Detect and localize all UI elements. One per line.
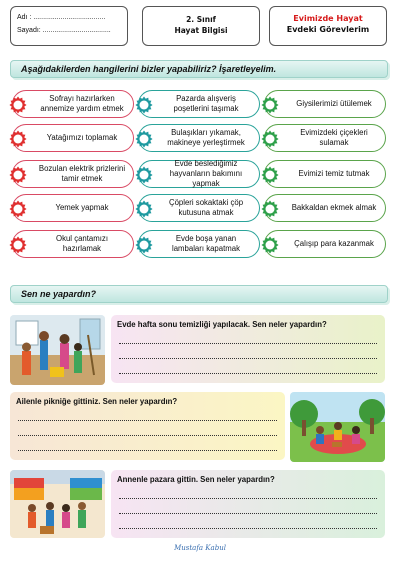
grade-label: 2. Sınıf: [186, 15, 216, 24]
section2-banner: [10, 285, 388, 303]
checkbox-burst-icon[interactable]: [9, 166, 27, 184]
task-label: Bakkaldan ekmek almak: [291, 203, 377, 212]
task-label: Evde boşa yanan lambaları kapatmak: [171, 234, 241, 253]
answer-line[interactable]: [18, 450, 277, 451]
checkbox-burst-icon[interactable]: [135, 130, 153, 148]
checkbox-burst-icon[interactable]: [9, 200, 27, 218]
task-option[interactable]: [138, 90, 260, 118]
course-box: [142, 6, 260, 46]
task-option[interactable]: [138, 124, 260, 152]
task-option[interactable]: [138, 230, 260, 258]
answer-line[interactable]: [119, 343, 377, 344]
task-label: Evde beslediğimiz hayvanların bakımını yapmak: [169, 159, 243, 188]
answer-line[interactable]: [119, 528, 377, 529]
question-market: Annenle pazara gittin. Sen neler yapardın?: [117, 475, 275, 484]
checkbox-burst-icon[interactable]: [135, 200, 153, 218]
answer-line[interactable]: [18, 420, 277, 421]
task-option[interactable]: [138, 194, 260, 222]
topic-box: [269, 6, 387, 46]
question-card-market: [111, 470, 385, 538]
unit-title: Evimizde Hayat: [293, 14, 363, 23]
task-label: Pazarda alışveriş poşetlerini taşımak: [173, 94, 239, 113]
question-cleaning: Evde hafta sonu temizliği yapılacak. Sen neler yapardın?: [117, 320, 327, 329]
cleaning-family-image: [10, 315, 105, 385]
name-field[interactable]: Adı : .....................................: [17, 14, 106, 21]
question-picnic: Ailenle pikniğe gittiniz. Sen neler yapardın?: [16, 397, 178, 406]
number-field[interactable]: Sayadı: ...................................: [17, 27, 111, 34]
task-option[interactable]: [12, 90, 134, 118]
task-option[interactable]: [12, 160, 134, 188]
task-label: Yemek yapmak: [55, 203, 109, 212]
task-label: Bozulan elektrik prizlerini tamir etmek: [38, 164, 126, 183]
answer-line[interactable]: [119, 498, 377, 499]
task-option[interactable]: [138, 160, 260, 188]
checkbox-burst-icon[interactable]: [135, 96, 153, 114]
answer-line[interactable]: [18, 435, 277, 436]
checkbox-burst-icon[interactable]: [9, 130, 27, 148]
answer-line[interactable]: [119, 513, 377, 514]
checkbox-burst-icon[interactable]: [261, 200, 279, 218]
task-label: Yatağımızı toplamak: [46, 133, 118, 142]
task-label: Bulaşıkları yıkamak, makineye yerleştirmek: [167, 128, 245, 147]
answer-line[interactable]: [119, 373, 377, 374]
author-signature: Mustafa Kabul: [174, 544, 226, 552]
task-label: Sofrayı hazırlarken annemize yardım etmek: [40, 94, 124, 113]
section2-title: Sen ne yapardın?: [21, 289, 97, 299]
checkbox-burst-icon[interactable]: [135, 236, 153, 254]
task-option[interactable]: [264, 194, 386, 222]
task-option[interactable]: [264, 90, 386, 118]
task-option[interactable]: [12, 194, 134, 222]
answer-line[interactable]: [119, 358, 377, 359]
question-card-cleaning: [111, 315, 385, 383]
task-label: Okul çantamızı hazırlamak: [56, 234, 108, 253]
task-option[interactable]: [264, 230, 386, 258]
picnic-family-image: [290, 392, 385, 462]
checkbox-burst-icon[interactable]: [135, 166, 153, 184]
task-option[interactable]: [264, 124, 386, 152]
checkbox-burst-icon[interactable]: [261, 166, 279, 184]
checkbox-burst-icon[interactable]: [9, 236, 27, 254]
task-option[interactable]: [12, 124, 134, 152]
checkbox-burst-icon[interactable]: [261, 236, 279, 254]
task-label: Çöpleri sokaktaki çöp kutusuna atmak: [168, 198, 244, 217]
task-label: Çalışıp para kazanmak: [294, 239, 374, 248]
task-option[interactable]: [264, 160, 386, 188]
question-card-picnic: [10, 392, 285, 460]
checkbox-burst-icon[interactable]: [261, 130, 279, 148]
task-label: Evimizdeki çiçekleri sulamak: [300, 128, 368, 147]
section1-title: Aşağıdakilerden hangilerini bizler yapabiliriz? İşaretleyelim.: [21, 64, 277, 74]
task-label: Giysilerimizi ütülemek: [296, 99, 372, 108]
topic-title: Evdeki Görevlerim: [286, 25, 370, 34]
market-shopping-image: [10, 470, 105, 538]
task-option[interactable]: [12, 230, 134, 258]
subject-label: Hayat Bilgisi: [174, 26, 228, 35]
student-info-box: [10, 6, 128, 46]
section1-banner: [10, 60, 388, 78]
task-label: Evimizi temiz tutmak: [298, 169, 370, 178]
checkbox-burst-icon[interactable]: [9, 96, 27, 114]
checkbox-burst-icon[interactable]: [261, 96, 279, 114]
